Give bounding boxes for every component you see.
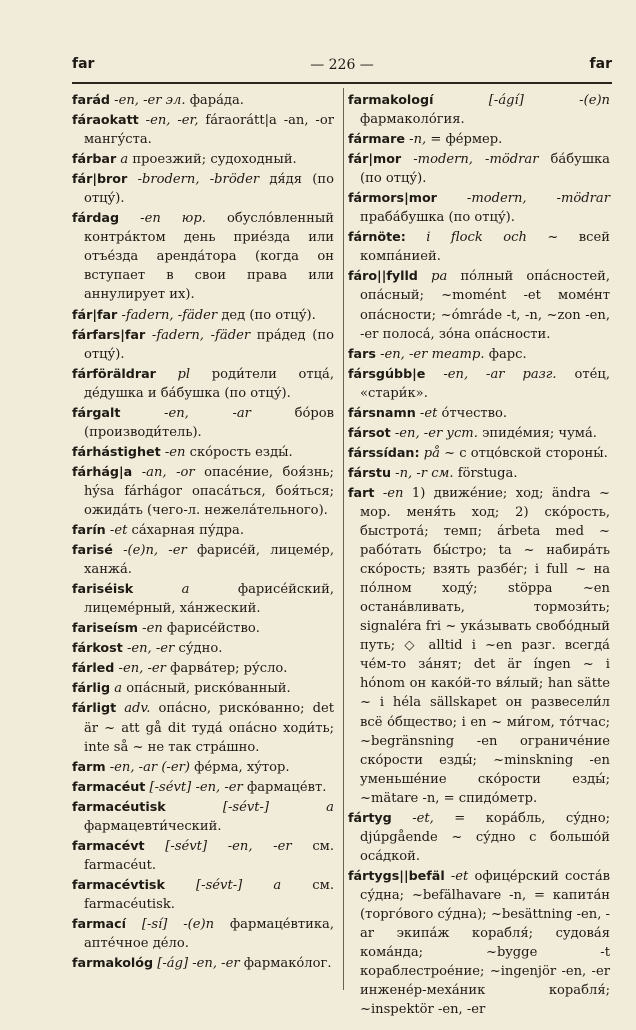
headword: fár|mor [348, 151, 402, 167]
translation: фе́рмер. [445, 132, 503, 148]
headword: farín [72, 522, 106, 538]
grammar-info: [-sévt] -en, -er [149, 779, 243, 795]
grammar-info: -en [164, 444, 186, 460]
headword: fárhástighet [72, 443, 161, 459]
dictionary-entry [72, 618, 334, 638]
headword: fármors|mor [348, 190, 437, 206]
headword: fárligt [72, 700, 117, 716]
grammar-info: -brodern, -bröder [137, 172, 260, 188]
dictionary-entry [72, 698, 334, 756]
headword: fárssídan: [348, 444, 420, 460]
grammar-info: -en юр. [140, 211, 206, 227]
headword: fart [348, 484, 375, 500]
running-head [72, 56, 612, 78]
dictionary-entry [72, 757, 334, 777]
dictionary-entry [348, 266, 610, 343]
headword: farmakologí [348, 92, 434, 107]
dictionary-entry [72, 914, 334, 953]
dictionary-entry [72, 579, 334, 618]
translation: фарс. [488, 346, 527, 362]
headword: fárlig [72, 680, 111, 696]
grammar-info: -en, -er эл. [114, 93, 186, 108]
translation: су́дно. [178, 641, 223, 657]
translation: ба́бушка (по отцу́). [360, 152, 610, 187]
page-number: — 226 — [310, 57, 374, 73]
grammar-info: -fadern, -fäder [121, 307, 218, 323]
dictionary-entry [72, 875, 334, 914]
dictionary-entry [348, 423, 610, 443]
translation: обусло́вленный контра́ктом день прие́зда или отъе́зда аренда́тора (когда он вступает в свои права или аннулирует их). [84, 211, 334, 303]
dictionary-entry [348, 866, 610, 1019]
grammar-info: -modern, -mödrar [466, 191, 610, 207]
dictionary-entry [72, 305, 334, 325]
dictionary-entry [72, 149, 334, 169]
grammar-info: [-sévt-] a [196, 877, 282, 893]
right-column [348, 90, 610, 1019]
dictionary-entry [72, 462, 334, 520]
dictionary-entry [72, 953, 334, 973]
grammar-info: a [181, 582, 190, 598]
headword: farmacéutisk [72, 798, 166, 814]
translation: опа́сный, риско́ванный. [126, 681, 291, 697]
grammar-info: -et, = [412, 810, 466, 826]
headword: fariseísm [72, 620, 138, 636]
grammar-info: [-sí] -(e)n [141, 916, 215, 932]
translation: фармако́лог. [243, 956, 332, 972]
grammar-info: -en, -er театр. [380, 346, 485, 362]
dictionary-entry [348, 364, 610, 403]
headword: fárled [72, 660, 115, 676]
grammar-info: adv. [124, 701, 151, 717]
translation: фара́да. [189, 93, 244, 108]
headword: fár|bror [72, 171, 128, 187]
headword: fársgúbb|e [348, 365, 426, 381]
translation: с отцо́вской стороны́. [459, 445, 608, 461]
translation: кора́бль, су́дно; djúpgående ~ су́дно с большо́й оса́дкой. [360, 810, 610, 864]
dictionary-entry [348, 808, 610, 866]
translation: проезжий; судоходный. [132, 152, 297, 168]
translation: 1) движе́ние; ход; ändra ~ мор. меня́ть ход; 2) ско́рость, быстрота́; темп; árbeta med ~ рабо́тать бы́стро; ta ~ набира́ть ско́рость; взять разбе́г; i full ~ на по́лном ходу́; stöppa ~en остана́вливать, тормози́ть; signaléra fri ~ ука́зывать свобо́дный путь; ◇ alltid i ~en разг. всегда́ че́м-то за́нят; det är íngen ~ i hónom он како́й-то вя́лый; han sätte ~ i héla sällskapet он развесели́л всё о́бщество; i en ~ ми́гом, то́тчас; ~begränsning -en ограниче́ние ско́рости езды́; ~minskning -en уменьше́ние ско́рости езды́; ~mätare -n, = спидо́метр. [360, 485, 610, 806]
headword: farmací [72, 915, 126, 931]
translation: по́лный опа́сностей, опа́сный; ~momént -et моме́нт опа́сности; ~ómráde -t, -n, ~zon -en, -er полоса́, зо́на опа́сности. [360, 269, 610, 342]
headword: farmakológ [72, 955, 154, 971]
grammar-info: -n, -r см. [395, 465, 454, 481]
translation: фарва́тер; ру́сло. [170, 661, 288, 677]
translation: дед (по отцу́). [221, 307, 316, 323]
headword: fárstu [348, 464, 391, 480]
headword: farm [72, 758, 106, 774]
dictionary-entry [72, 836, 334, 875]
grammar-info: -en, -ar [164, 405, 251, 421]
headword: fártyg [348, 809, 392, 825]
grammar-info: -et [419, 405, 438, 421]
dictionary-entry [72, 169, 334, 208]
translation: опа́сно, риско́ванно; det är ~ att gå dit туда́ опа́сно ходи́ть; inte så ~ не так стра́шно. [84, 701, 334, 755]
dictionary-entry [72, 777, 334, 797]
grammar-info: -en, -ar (-er) [109, 759, 190, 775]
grammar-info: i flock och ~ [426, 230, 559, 246]
headword: fáraokatt [72, 112, 139, 128]
headword: fárgalt [72, 404, 121, 420]
dictionary-entry [348, 443, 610, 463]
dictionary-entry [348, 129, 610, 149]
headword: fárfars|far [72, 326, 146, 342]
headword: fars [348, 345, 376, 361]
dictionary-entry [72, 208, 334, 304]
headword: fárbar [72, 151, 117, 167]
translation: офице́рский соста́в су́дна; ~befälhavare -n, = капита́н (торго́вого су́дна); ~besättning -en, -ar экипа́ж корабля́; судова́я кома́нда; ~bygge -t кораблестрое́ние; ~ingenjör -en, -er инжене́р-меха́ник корабля́; ~inspektör -en, -er [360, 868, 610, 1018]
translation: фарисе́йство. [166, 621, 260, 637]
headword: fártygs||befäl [348, 867, 445, 883]
translation: о́тчество. [441, 405, 508, 421]
dictionary-entry [72, 110, 334, 149]
translation: фармаколо́гия. [360, 112, 465, 128]
grammar-info: -et [109, 523, 128, 539]
grammar-info: -en [142, 621, 163, 637]
guide-word-right: far [589, 56, 612, 72]
headword: fár|far [72, 306, 118, 322]
grammar-info: -(e)n, -er [123, 543, 187, 559]
headword: fáro||fylld [348, 268, 418, 284]
headword: fárkost [72, 640, 123, 656]
grammar-info: -en, -er [126, 641, 175, 657]
headword: fárhág|a [72, 463, 133, 479]
guide-word-left: far [72, 56, 95, 72]
dictionary-entry [348, 188, 610, 227]
dictionary-entry [72, 325, 334, 364]
grammar-info: a [120, 152, 129, 168]
grammar-info: pa [431, 269, 448, 285]
grammar-info: på ~ [423, 445, 456, 461]
translation: фармацевти́ческий. [84, 818, 222, 834]
grammar-info: -n, = [409, 132, 442, 148]
grammar-info: -fadern, -fäder [151, 327, 251, 343]
grammar-info: -modern, -mödrar [413, 152, 539, 168]
headword: fárnöte: [348, 229, 406, 245]
dictionary-entry [348, 227, 610, 266]
translation: эпиде́мия; чума́. [482, 425, 597, 441]
headword: fársot [348, 424, 391, 440]
translation: фарисе́й, лицеме́р, ханжа́. [84, 543, 334, 578]
translation: оте́ц, «стари́к». [360, 366, 610, 401]
dictionary-entry [72, 403, 334, 442]
grammar-info: [-ág] -en, -er [157, 956, 240, 972]
translation: см. farmacéut. [84, 838, 334, 873]
translation: фарисе́йский, лицеме́рный, ха́нжеский. [84, 582, 334, 617]
headword: farmacéut [72, 778, 146, 794]
translation: опасе́ние, боя́знь; hýsa fárhágor опаса́ться, боя́ться; ожида́ть (чего-л. нежела́тельного). [84, 464, 334, 518]
dictionary-entry [348, 90, 610, 129]
left-column [72, 90, 334, 973]
translation: дя́дя (по отцу́). [84, 172, 334, 207]
translation: ско́рость езды́. [189, 444, 293, 460]
dictionary-entry [72, 520, 334, 540]
dictionary-entry [348, 483, 610, 808]
grammar-info: a [114, 681, 123, 697]
dictionary-entry [72, 678, 334, 698]
grammar-info: [-sévt-] a [222, 799, 334, 815]
dictionary-entry [72, 540, 334, 579]
dictionary-entry [72, 364, 334, 403]
dictionary-entry [72, 658, 334, 678]
dictionary-entry [72, 797, 334, 836]
grammar-info: -en, -er [118, 661, 166, 677]
grammar-info: -en, -er уст. [394, 425, 478, 441]
translation: фармаце́вт. [246, 779, 327, 795]
dictionary-entry [348, 463, 610, 483]
column-divider [343, 88, 344, 990]
headword: fárföräldrar [72, 365, 156, 381]
translation: бо́ров (производи́тель). [84, 405, 334, 440]
grammar-info: -en [382, 485, 404, 501]
dictionary-entry [72, 442, 334, 462]
headword: farmacévt [72, 837, 145, 853]
header-rule [72, 82, 612, 84]
translation: праба́бушка (по отцу́). [360, 210, 515, 226]
headword: fariséisk [72, 581, 134, 597]
translation: пра́дед (по отцу́). [84, 327, 334, 362]
translation: всей компа́нией. [360, 230, 610, 265]
dictionary-entry [348, 403, 610, 423]
grammar-info: -an, -or [141, 464, 195, 480]
grammar-info: -et [450, 868, 469, 884]
translation: роди́тели отца́, де́душка и ба́бушка (по отцу́). [84, 366, 334, 401]
headword: farisé [72, 542, 113, 558]
headword: farmacévtisk [72, 876, 165, 892]
translation: см. farmacéutisk. [84, 877, 334, 912]
dictionary-entry [72, 90, 334, 110]
headword: fármare [348, 131, 405, 147]
translation: förstuga. [457, 465, 518, 481]
grammar-info: pl [177, 366, 191, 382]
grammar-info: [-sévt] -en, -er [165, 838, 292, 854]
dictionary-entry [72, 638, 334, 658]
dictionary-entry [348, 149, 610, 188]
headword: farád [72, 92, 110, 107]
grammar-info: -en, -er, [145, 113, 199, 129]
translation: фе́рма, ху́тор. [194, 759, 290, 775]
translation: fáraorátt|a -an, -or мангу́ста. [84, 113, 334, 148]
translation: са́харная пу́дра. [131, 523, 245, 539]
grammar-info: -en, -ar разг. [443, 366, 557, 382]
translation: фармаце́втика, апте́чное де́ло. [84, 916, 334, 952]
headword: fárdag [72, 210, 120, 226]
dictionary-entry [348, 344, 610, 364]
grammar-info: [-ágí] -(e)n [488, 93, 610, 108]
headword: fársnamn [348, 404, 416, 420]
